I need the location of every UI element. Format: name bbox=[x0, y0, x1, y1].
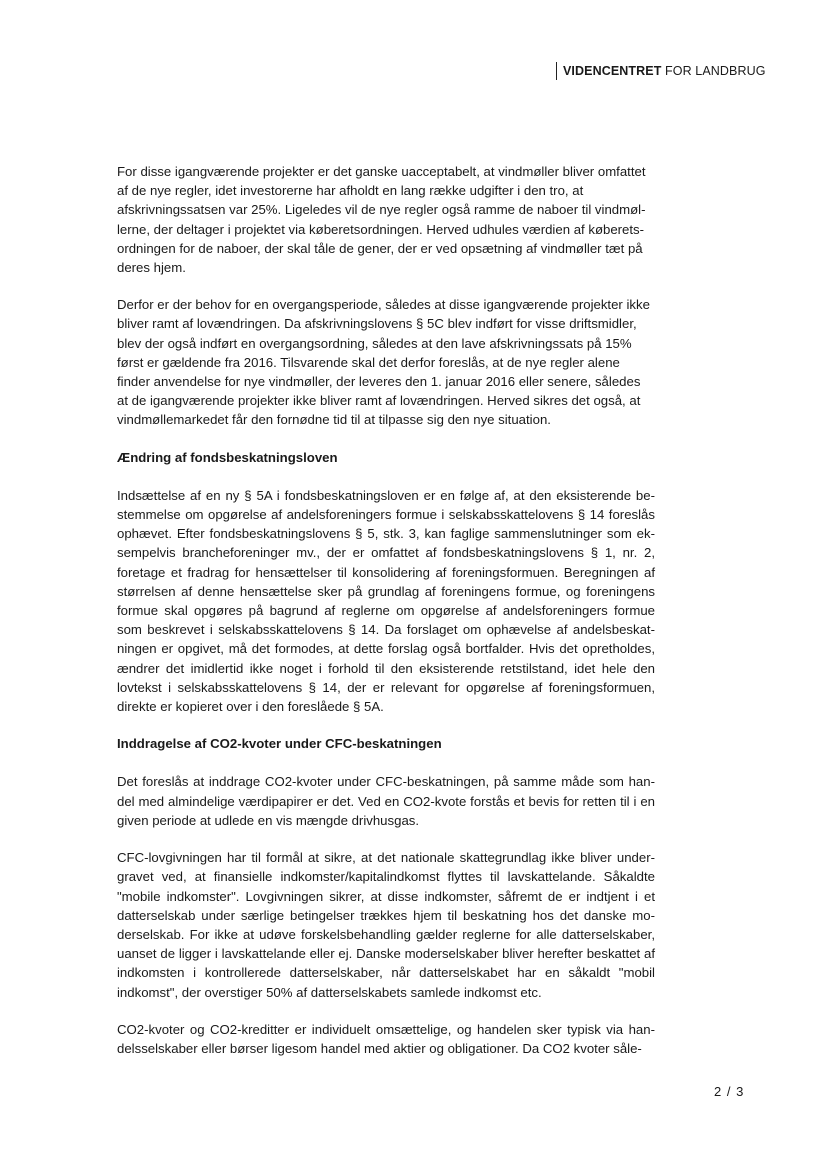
paragraph-4: Det foreslås at inddrage CO2-kvoter under CFC-beskatningen, på samme måde som han-del med almindelige værdipapirer er det. Ved en CO2-kvote forstås et bevis for retten til i en given periode at udlede en vis mængde drivhusgas. bbox=[117, 774, 655, 828]
paragraph-1: For disse igangværende projekter er det ganske uacceptabelt, at vindmøller bliver omfattet af de nye regler, idet investorerne har afholdt en lang række udgifter i den tro, at afskrivningssatsen var 25%. Ligeledes vil de nye regler også ramme de naboer til vindmøl-lerne, der deltager i projektet via køberetsordningen. Herved udhules værdien af køberets-ordningen for de naboer, der skal tåle de gener, der er ved opsætning af vindmøller tæt på deres hjem. bbox=[117, 164, 646, 276]
page-number: 2 / 3 bbox=[714, 1084, 745, 1099]
organization-header bbox=[556, 62, 766, 80]
paragraph-2: Derfor er der behov for en overgangsperiode, således at disse igangværende projekter ikke bliver ramt af lovændringen. Da afskrivningslovens § 5C blev indført for visse driftsmidler, blev der også indført en overgangsordning, således at den lave afskrivningssats på 15% først er gældende fra 2016. Tilsvarende skal det derfor foreslås, at de nye regler alene finder anvendelse for nye vindmøller, der leveres den 1. januar 2016 eller senere, således at de igangværende projekter ikke bliver ramt af lovændringen. Herved sikres det også, at vindmøllemarkedet får den fornødne tid til at tilpasse sig den nye situation. bbox=[117, 297, 650, 428]
heading-fondsbeskatning: Ændring af fondsbeskatningsloven bbox=[117, 449, 338, 465]
paragraph-3: Indsættelse af en ny § 5A i fondsbeskatningsloven er en følge af, at den eksisterende be-stemmelse om opgørelse af andelsforeningers formue i selskabsskattelovens § 14 foreslås ophævet. Efter fondsbeskatningslovens § 5, stk. 3, kan faglige sammenslutninger som ek-sempelvis brancheforeninger mv., der er omfattet af fondsbeskatningslovens § 1, nr. 2, foretage et fradrag for hensættelser til konsolidering af foreningsformuen. Beregningen af størrelsen af denne hensættelse sker på grundlag af foreningens formue, og foreningens formue skal opgøres på bagrund af reglerne om opgørelse af andelsforeningers formue som beskrevet i selskabsskattelovens § 14. Da forslaget om ophævelse af andelsbeskat-ningen er opgivet, må det formodes, at dette forslag også bortfalder. Hvis det opretholdes, ændrer det imidlertid ikke noget i forhold til den eksisterende retstilstand, idet hele den lovtekst i selskabsskattelovens § 14, der er relevant for opgørelse af foreningsformuen, direkte er kopieret over i den foreslåede § 5A. bbox=[117, 487, 655, 715]
document-body bbox=[117, 162, 655, 1076]
paragraph-6: CO2-kvoter og CO2-kreditter er individuelt omsættelige, og handelen sker typisk via han-delsselskaber eller børser ligesom handel med aktier og obligationer. Da CO2 kvoter såle- bbox=[117, 1021, 655, 1056]
header-org-rest: FOR LANDBRUG bbox=[661, 64, 766, 78]
paragraph-5: CFC-lovgivningen har til formål at sikre, at det nationale skattegrundlag ikke bliver under-gravet ved, at finansielle indkomster/kapitalindkomst flyttes til lavskattelande. Såkaldte "mobile indkomster". Lovgivningen sikrer, at disse indkomster, såfremt de er indtjent i et datterselskab under særlige betingelser trækkes hjem til beskatning hos det danske mo-derselskab. For ikke at udøve forskelsbehandling gælder reglerne for alle datterselskaber, uanset de ligger i lavskattelande eller ej. Danske moderselskaber bliver herefter beskattet af indkomsten i kontrollerede datterselskaber, når datterselskabet har en såkaldt "mobil indkomst", der overstiger 50% af datterselskabets samlede indkomst etc. bbox=[117, 850, 655, 1000]
header-org-bold: VIDENCENTRET bbox=[563, 64, 662, 78]
heading-co2-kvoter: Inddragelse af CO2-kvoter under CFC-beskatningen bbox=[117, 736, 442, 752]
